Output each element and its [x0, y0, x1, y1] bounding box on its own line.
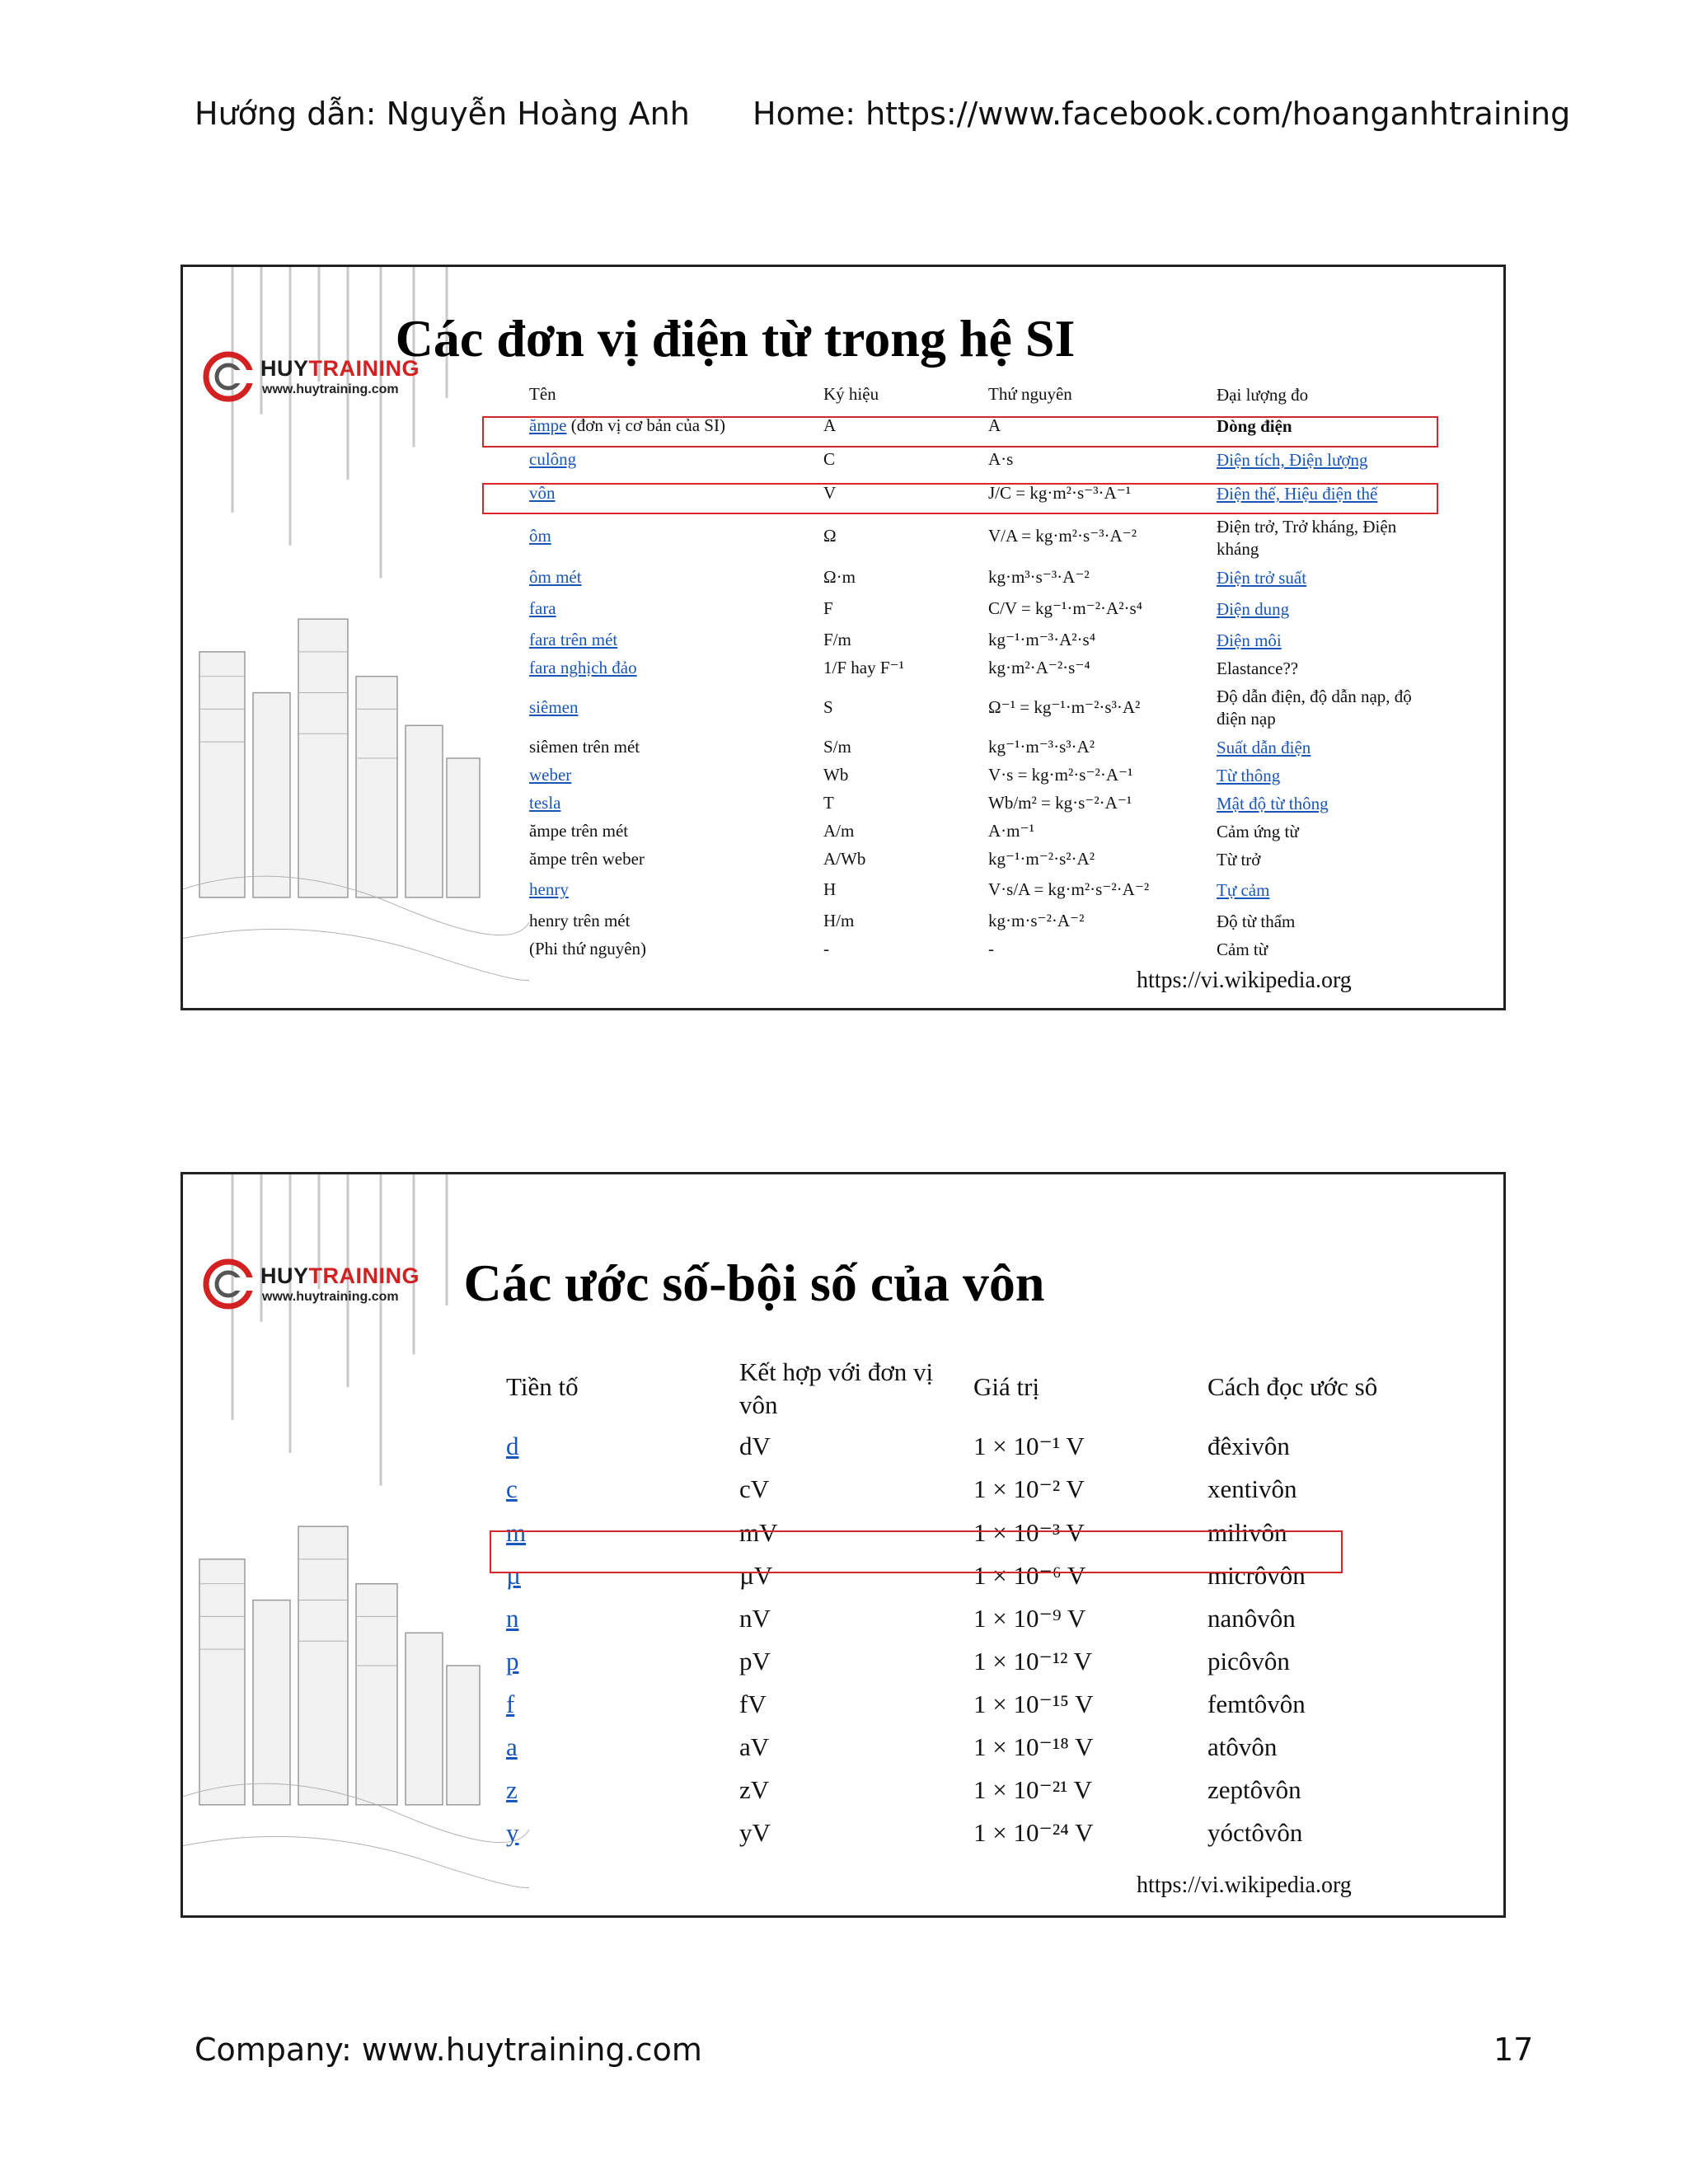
unit-reading: nanôvôn [1207, 1604, 1296, 1633]
unit-combined: dV [739, 1432, 771, 1460]
unit-combined: fV [739, 1690, 767, 1718]
unit-quantity: Độ từ thẩm [1217, 912, 1296, 931]
unit-link[interactable]: weber [529, 765, 572, 785]
unit-dimension: A·s [988, 449, 1014, 469]
unit-quantity: Elastance?? [1217, 658, 1299, 678]
unit-dimension: V·s = kg·m²·s⁻²·A⁻¹ [988, 765, 1133, 785]
unit-dimension: V·s/A = kg·m²·s⁻²·A⁻² [988, 879, 1150, 899]
unit-dimension: J/C = kg·m²·s⁻³·A⁻¹ [988, 483, 1132, 503]
unit-symbol: 1/F hay F⁻¹ [823, 658, 904, 677]
prefix-link[interactable]: a [506, 1732, 518, 1761]
header-unit: Kết hợp với đơn vị vôn [739, 1357, 934, 1419]
unit-name: (Phi thứ nguyên) [529, 939, 647, 958]
unit-value: 1 × 10⁻¹² V [973, 1647, 1093, 1675]
unit-link[interactable]: ămpe [529, 415, 567, 435]
logo-url: www.huytraining.com [262, 1290, 399, 1304]
unit-reading: đêxivôn [1207, 1432, 1290, 1460]
unit-symbol: T [823, 793, 834, 813]
unit-value: 1 × 10⁻⁶ V [973, 1561, 1086, 1590]
header-reading: Cách đọc ước sô [1207, 1372, 1378, 1401]
unit-quantity[interactable]: Điện thế, Hiệu điện thế [1217, 484, 1378, 504]
unit-dimension: Ω⁻¹ = kg⁻¹·m⁻²·s³·A² [988, 697, 1141, 717]
unit-link[interactable]: henry [529, 879, 569, 899]
header-prefix: Tiền tố [506, 1372, 579, 1401]
slide1-title: Các đơn vị điện từ trong hệ SI [395, 309, 1076, 368]
unit-link[interactable]: fara trên mét [529, 630, 618, 649]
logo-mark-icon [201, 349, 256, 404]
unit-symbol: C [823, 449, 836, 469]
unit-combined: pV [739, 1647, 771, 1675]
highlight-box-ampe [482, 416, 1438, 448]
logo-huy: HUY [260, 356, 309, 381]
unit-link[interactable]: ôm [529, 526, 551, 546]
unit-note: (đơn vị cơ bản của SI) [566, 415, 725, 435]
unit-combined: aV [739, 1732, 770, 1761]
logo-url: www.huytraining.com [262, 382, 399, 396]
unit-value: 1 × 10⁻²⁴ V [973, 1818, 1094, 1847]
unit-combined: zV [739, 1775, 770, 1804]
unit-name: henry trên mét [529, 911, 631, 930]
unit-combined: cV [739, 1474, 770, 1503]
unit-combined: mV [739, 1518, 778, 1547]
prefix-link[interactable]: m [506, 1518, 527, 1547]
unit-dimension: V/A = kg·m²·s⁻³·A⁻² [988, 526, 1137, 546]
unit-value: 1 × 10⁻²¹ V [973, 1775, 1093, 1804]
unit-name: ămpe trên mét [529, 821, 629, 841]
unit-value: 1 × 10⁻¹⁵ V [973, 1690, 1094, 1718]
unit-combined: yV [739, 1818, 771, 1847]
unit-dimension: kg⁻¹·m⁻³·s³·A² [988, 737, 1095, 757]
unit-name: siêmen trên mét [529, 737, 640, 757]
header-dimension: Thứ nguyên [988, 384, 1072, 404]
unit-link[interactable]: vôn [529, 483, 556, 503]
slide1-source[interactable]: https://vi.wikipedia.org [1137, 968, 1352, 993]
unit-value: 1 × 10⁻¹ V [973, 1432, 1085, 1460]
footer-company[interactable]: Company: www.huytraining.com [195, 2032, 702, 2068]
unit-quantity[interactable]: Điện trở suất [1217, 568, 1307, 588]
prefix-link[interactable]: z [506, 1775, 518, 1804]
highlight-box-milivon [490, 1530, 1343, 1573]
unit-symbol: A/Wb [823, 849, 866, 869]
unit-dimension: kg⁻¹·m⁻²·s²·A² [988, 849, 1095, 869]
slide2-source[interactable]: https://vi.wikipedia.org [1137, 1872, 1352, 1898]
unit-dimension: A [988, 415, 1001, 435]
slide2-title: Các ước số-bội số của vôn [463, 1254, 1045, 1312]
unit-symbol: V [823, 483, 837, 503]
unit-combined: nV [739, 1604, 771, 1633]
unit-value: 1 × 10⁻² V [973, 1474, 1085, 1503]
unit-reading: atôvôn [1207, 1732, 1278, 1761]
unit-quantity[interactable]: Điện môi [1217, 630, 1282, 650]
unit-value: 1 × 10⁻¹⁸ V [973, 1732, 1094, 1761]
unit-quantity[interactable]: Điện tích, Điện lượng [1217, 450, 1368, 470]
unit-symbol: Wb [823, 765, 849, 785]
header-symbol: Ký hiệu [823, 384, 879, 404]
unit-link[interactable]: tesla [529, 793, 561, 813]
unit-quantity: Dòng điện [1217, 416, 1292, 436]
prefix-link[interactable]: f [506, 1690, 515, 1718]
unit-value: 1 × 10⁻⁹ V [973, 1604, 1086, 1633]
unit-combined: µV [739, 1561, 773, 1590]
logo-training: TRAINING [308, 356, 420, 381]
unit-quantity: Độ dẫn điện, độ dẫn nạp, độ điện nạp [1217, 687, 1412, 729]
unit-quantity: Cảm từ [1217, 940, 1268, 959]
unit-quantity[interactable]: Mật độ từ thông [1217, 794, 1329, 813]
slide-volt-multiples [181, 1172, 1506, 1918]
unit-reading: picôvôn [1207, 1647, 1290, 1675]
unit-link[interactable]: fara [529, 598, 556, 618]
header-name: Tên [529, 384, 556, 404]
unit-quantity[interactable]: Suất dẫn điện [1217, 738, 1311, 757]
prefix-link[interactable]: y [506, 1818, 519, 1847]
unit-reading: milivôn [1207, 1518, 1287, 1547]
unit-dimension: - [988, 939, 994, 958]
unit-value: 1 × 10⁻³ V [973, 1518, 1085, 1547]
unit-dimension: kg·m·s⁻²·A⁻² [988, 911, 1085, 930]
unit-quantity[interactable]: Từ thông [1217, 766, 1281, 785]
unit-quantity: Cảm ứng từ [1217, 822, 1299, 841]
unit-quantity: Từ trở [1217, 850, 1261, 869]
page-number: 17 [1493, 2032, 1534, 2068]
unit-link[interactable]: ôm mét [529, 567, 582, 587]
unit-symbol: S [823, 697, 833, 717]
unit-symbol: Ω [823, 526, 837, 546]
unit-quantity: Điện trở, Trở kháng, Điện kháng [1217, 517, 1397, 559]
unit-dimension: A·m⁻¹ [988, 821, 1034, 841]
header-home-link[interactable]: Home: https://www.facebook.com/hoanganhtraining [753, 96, 1571, 132]
header-author: Hướng dẫn: Nguyễn Hoàng Anh [195, 96, 690, 132]
prefix-link[interactable]: d [506, 1432, 519, 1460]
unit-link[interactable]: culông [529, 449, 577, 469]
unit-symbol: A [823, 415, 837, 435]
unit-reading: femtôvôn [1207, 1690, 1306, 1718]
unit-symbol: - [823, 939, 829, 958]
unit-symbol: F/m [823, 630, 851, 649]
unit-dimension: Wb/m² = kg·s⁻²·A⁻¹ [988, 793, 1132, 813]
unit-symbol: F [823, 598, 833, 618]
prefix-link[interactable]: c [506, 1474, 518, 1503]
unit-reading: xentivôn [1207, 1474, 1297, 1503]
unit-symbol: S/m [823, 737, 851, 757]
prefix-link[interactable]: p [506, 1647, 519, 1675]
unit-symbol: H/m [823, 911, 855, 930]
logo-huy: HUY [260, 1263, 309, 1288]
unit-reading: yóctôvôn [1207, 1818, 1303, 1847]
unit-dimension: C/V = kg⁻¹·m⁻²·A²·s⁴ [988, 598, 1143, 618]
unit-dimension: kg⁻¹·m⁻³·A²·s⁴ [988, 630, 1096, 649]
prefix-link[interactable]: µ [506, 1561, 521, 1590]
prefix-link[interactable]: n [506, 1604, 519, 1633]
unit-symbol: A/m [823, 821, 855, 841]
unit-reading: micrôvôn [1207, 1561, 1306, 1590]
unit-link[interactable]: siêmen [529, 697, 579, 717]
unit-reading: zeptôvôn [1207, 1775, 1301, 1804]
header-value: Giá trị [973, 1372, 1040, 1401]
slide-si-units [181, 265, 1506, 1010]
unit-link[interactable]: fara nghịch đảo [529, 658, 637, 677]
unit-quantity[interactable]: Tự cảm [1217, 880, 1270, 900]
logo-training: TRAINING [308, 1263, 420, 1288]
header-quantity: Đại lượng đo [1217, 385, 1309, 405]
unit-symbol: Ω·m [823, 567, 856, 587]
unit-name: ămpe trên weber [529, 849, 645, 869]
unit-quantity[interactable]: Điện dung [1217, 599, 1290, 619]
unit-dimension: kg·m²·A⁻²·s⁻⁴ [988, 658, 1090, 677]
unit-symbol: H [823, 879, 837, 899]
unit-dimension: kg·m³·s⁻³·A⁻² [988, 567, 1090, 587]
highlight-box-von [482, 483, 1438, 514]
logo-mark-icon [201, 1257, 256, 1311]
